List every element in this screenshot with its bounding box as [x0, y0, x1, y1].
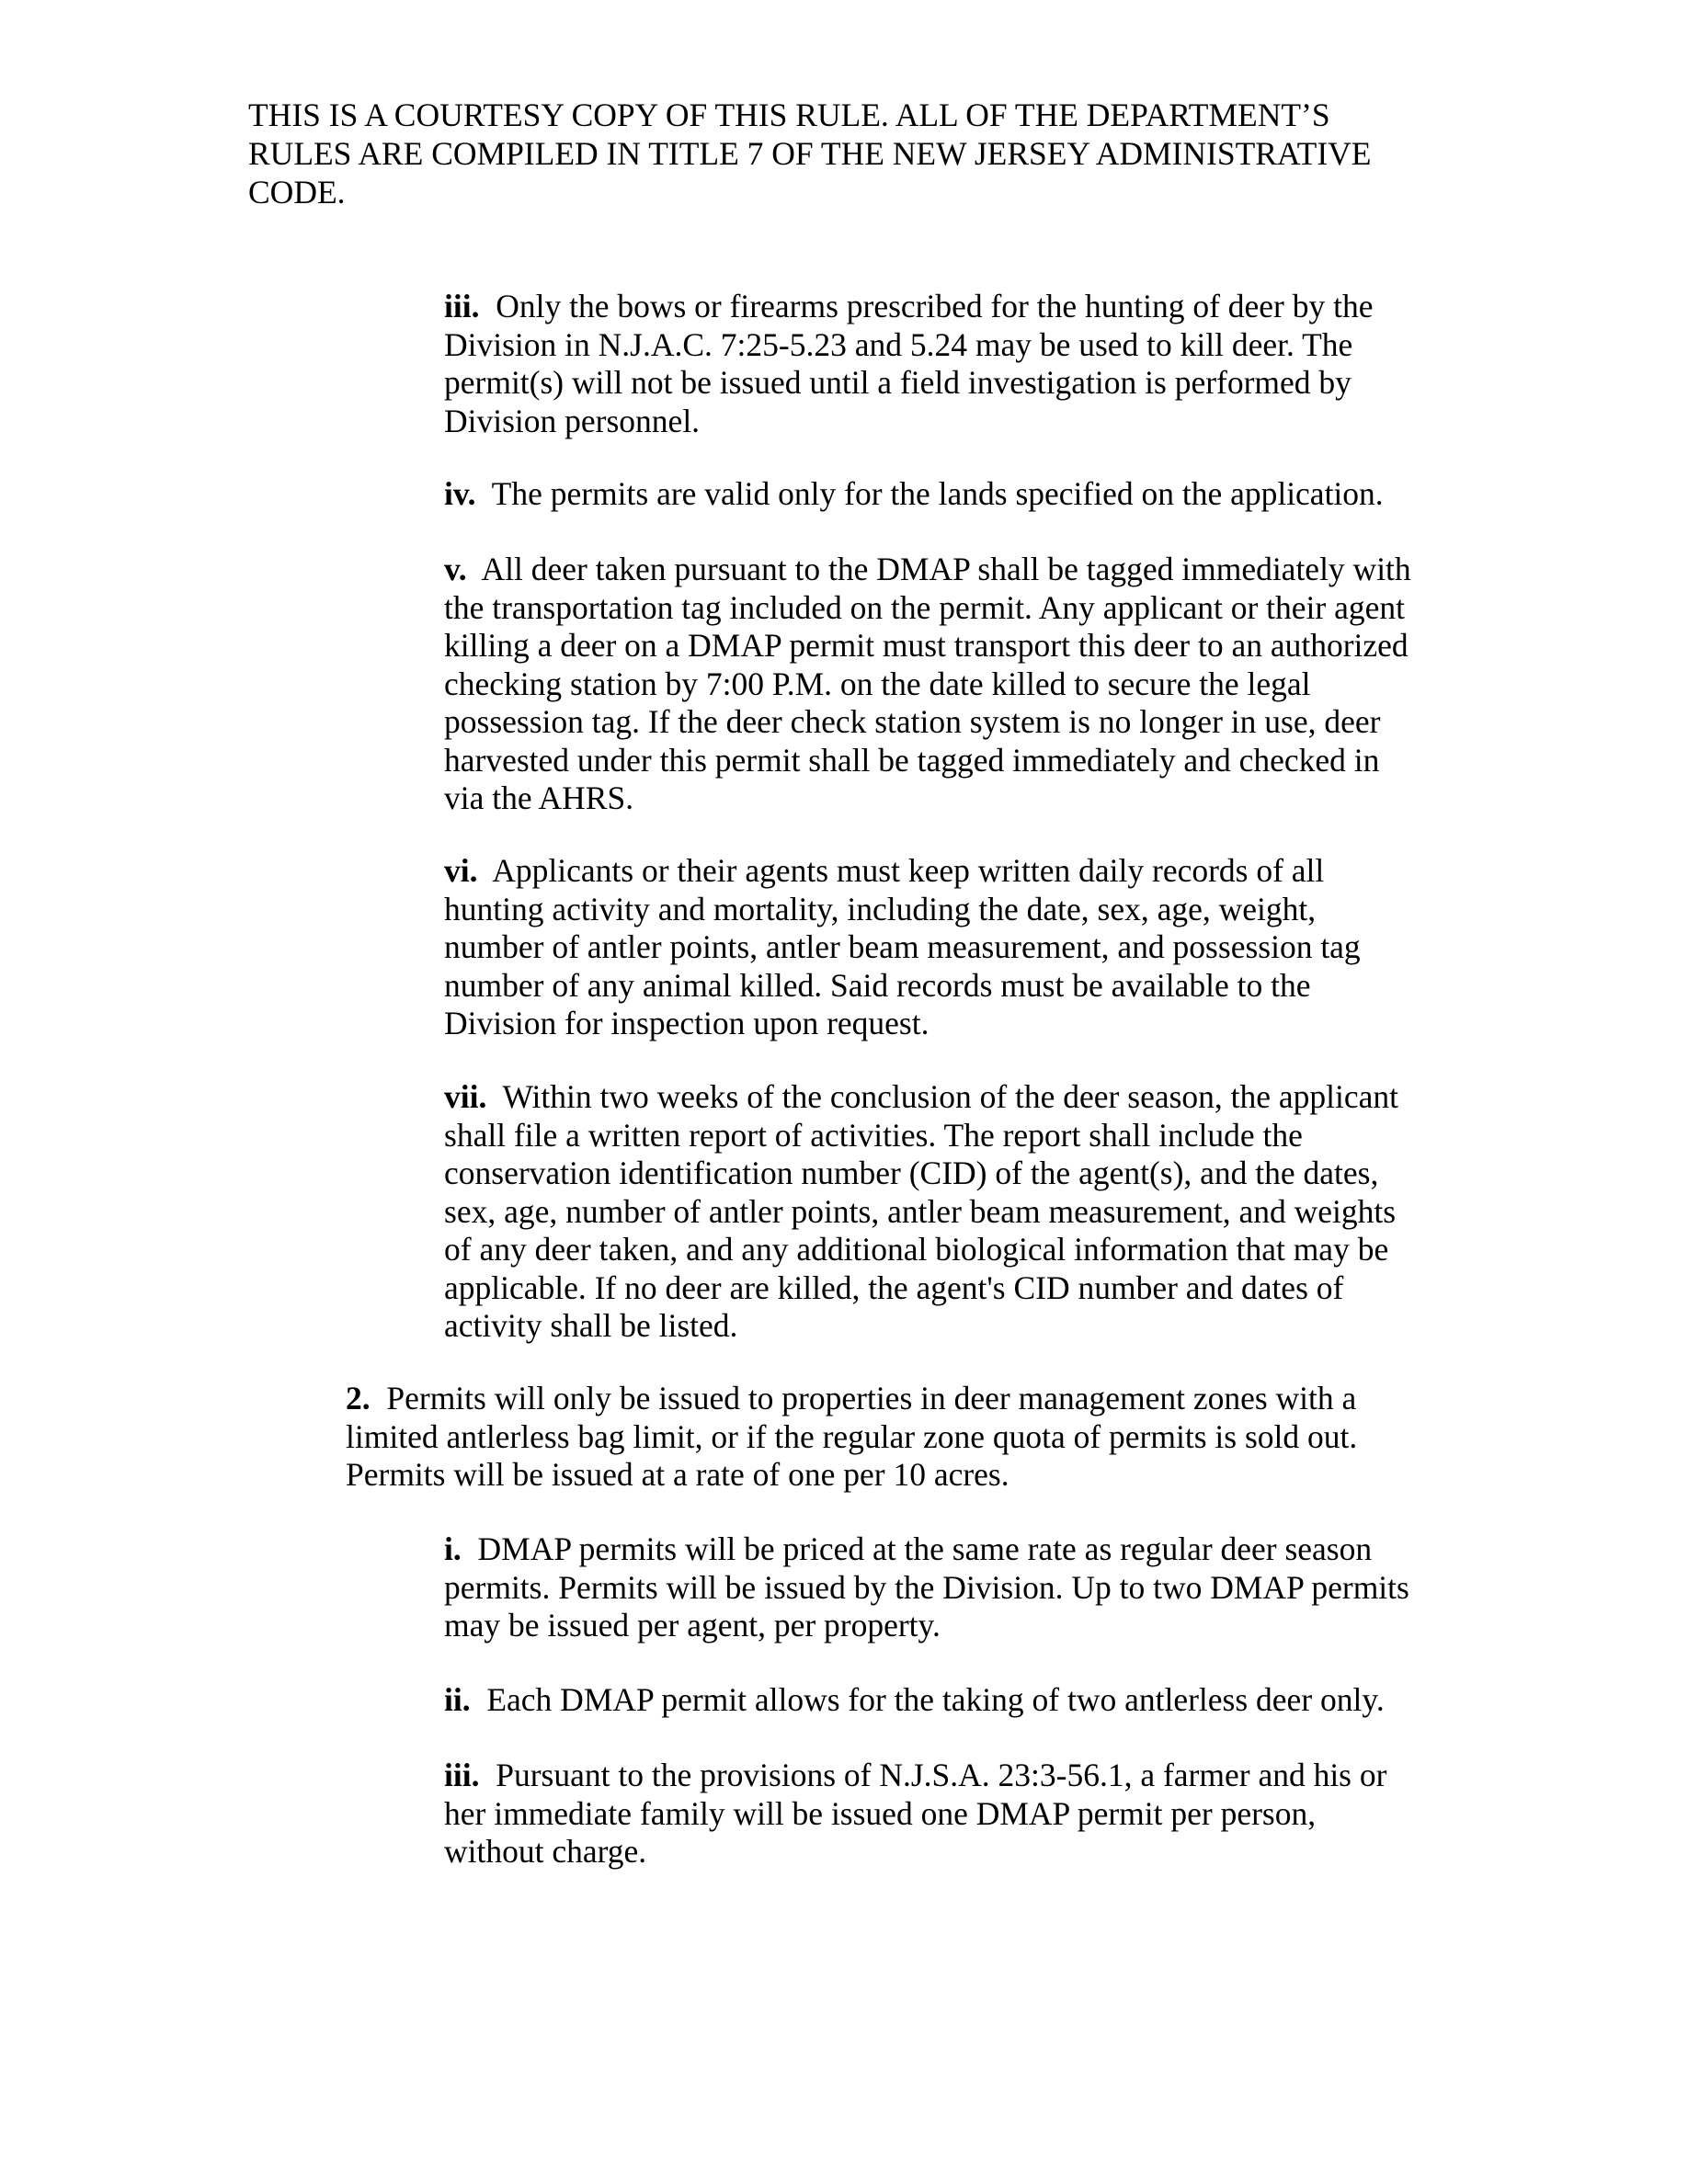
paragraph-iii-second	[444, 1757, 1465, 1871]
paragraph-line: possession tag. If the deer check station system is no longer in use, deer	[444, 703, 1381, 740]
paragraph-line: conservation identification number (CID) of the agent(s), and the dates,	[444, 1155, 1379, 1191]
paragraph-line: Only the bows or firearms prescribed for the hunting of deer by the	[496, 288, 1374, 324]
notice-line-1: THIS IS A COURTESY COPY OF THIS RULE. ALL OF THE DEPARTMENT’S	[248, 97, 1330, 133]
paragraph-number: ii.	[444, 1681, 471, 1718]
paragraph-line: shall file a written report of activities. The report shall include the	[444, 1116, 1303, 1154]
paragraph-line: of any deer taken, and any additional biological information that may be	[444, 1231, 1389, 1268]
paragraph-line: checking station by 7:00 P.M. on the date killed to secure the legal	[444, 665, 1311, 702]
paragraph-line: Division for inspection upon request.	[444, 1005, 930, 1041]
paragraph-line: number of any animal killed. Said records must be available to the	[444, 966, 1311, 1004]
notice-line-3: CODE.	[248, 174, 346, 210]
paragraph-line: permits. Permits will be issued by the Division. Up to two DMAP permits	[444, 1568, 1409, 1606]
paragraph-number: v.	[444, 551, 467, 587]
paragraph-ii	[444, 1681, 1465, 1720]
courtesy-copy-notice	[248, 96, 1443, 211]
paragraph-number: vii.	[444, 1078, 487, 1115]
notice-line-2: RULES ARE COMPILED IN TITLE 7 OF THE NEW JERSEY ADMINISTRATIVE	[248, 135, 1372, 172]
paragraph-vi	[444, 852, 1465, 1043]
paragraph-line: may be issued per agent, per property.	[444, 1607, 941, 1644]
paragraph-line: killing a deer on a DMAP permit must transport this deer to an authorized	[444, 627, 1409, 664]
paragraph-line: Applicants or their agents must keep written daily records of all	[492, 852, 1325, 889]
paragraph-line: DMAP permits will be priced at the same rate as regular deer season	[477, 1530, 1373, 1567]
paragraph-line: her immediate family will be issued one DMAP permit per person,	[444, 1794, 1317, 1832]
paragraph-line: number of antler points, antler beam measurement, and possession tag	[444, 928, 1361, 965]
paragraph-i	[444, 1530, 1465, 1645]
paragraph-line: Pursuant to the provisions of N.J.S.A. 23:3-56.1, a farmer and his or	[496, 1757, 1387, 1793]
paragraph-line: The permits are valid only for the lands specified on the application.	[491, 475, 1384, 512]
paragraph-line: via the AHRS.	[444, 779, 634, 816]
paragraph-number: iii.	[444, 288, 480, 324]
paragraph-iii	[444, 288, 1465, 440]
paragraph-line: hunting activity and mortality, including the date, sex, age, weight,	[444, 890, 1317, 927]
paragraph-2	[346, 1380, 1412, 1495]
paragraph-v	[444, 551, 1465, 818]
paragraph-number: iv.	[444, 475, 476, 512]
paragraph-line: Permits will be issued at a rate of one per 10 acres.	[346, 1456, 1009, 1493]
paragraph-line: activity shall be listed.	[444, 1307, 738, 1344]
paragraph-line: applicable. If no deer are killed, the agent's CID number and dates of	[444, 1268, 1344, 1306]
paragraph-line: Each DMAP permit allows for the taking of two antlerless deer only.	[486, 1681, 1385, 1718]
paragraph-line: without charge.	[444, 1833, 647, 1870]
paragraph-vii	[444, 1078, 1465, 1346]
paragraph-line: the transportation tag included on the permit. Any applicant or their agent	[444, 588, 1405, 626]
paragraph-iv	[444, 475, 1465, 514]
paragraph-line: harvested under this permit shall be tagged immediately and checked in	[444, 741, 1380, 779]
paragraph-number: vi.	[444, 852, 478, 889]
paragraph-number: i.	[444, 1530, 462, 1567]
paragraph-line: Permits will only be issued to properties in deer management zones with a	[386, 1380, 1357, 1416]
paragraph-line: sex, age, number of antler points, antler beam measurement, and weights	[444, 1192, 1397, 1230]
paragraph-line: Division in N.J.A.C. 7:25-5.23 and 5.24 may be used to kill deer. The	[444, 325, 1353, 363]
paragraph-line: All deer taken pursuant to the DMAP shall be tagged immediately with	[481, 551, 1411, 587]
paragraph-line: Division personnel.	[444, 402, 701, 439]
paragraph-number: iii.	[444, 1757, 480, 1793]
paragraph-number: 2.	[346, 1380, 371, 1416]
paragraph-line: Within two weeks of the conclusion of the deer season, the applicant	[502, 1078, 1399, 1115]
paragraph-line: limited antlerless bag limit, or if the regular zone quota of permits is sold out.	[346, 1417, 1358, 1455]
paragraph-line: permit(s) will not be issued until a field investigation is performed by	[444, 364, 1352, 401]
